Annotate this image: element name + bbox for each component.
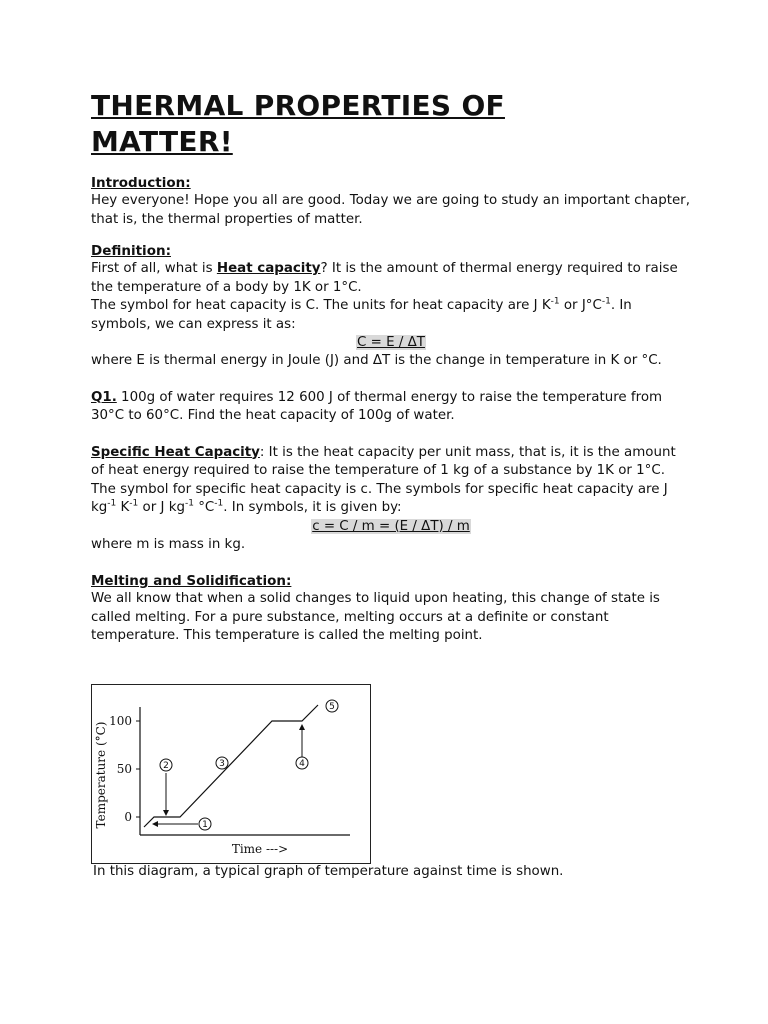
melting-heading: Melting and Solidification: bbox=[91, 573, 292, 589]
svg-text:2: 2 bbox=[163, 761, 169, 771]
heat-capacity-formula: C = E / ΔT bbox=[357, 335, 425, 350]
definition-paragraph-1: First of all, what is Heat capacity? It is the amount of thermal energy required to raise the temperature of a body by 1K or 1°C. bbox=[91, 261, 678, 295]
diagram-svg bbox=[92, 685, 370, 863]
temperature-time-diagram bbox=[91, 684, 371, 864]
document-body bbox=[91, 88, 691, 646]
specific-heat-paragraph-1: Specific Heat Capacity: It is the heat capacity per unit mass, that is, it is the amount of heat energy required to raise the temperature of 1 kg of a substance by 1K or 1°C. bbox=[91, 444, 676, 478]
marker-1 bbox=[199, 818, 211, 830]
definition-heading: Definition: bbox=[91, 243, 171, 259]
title-line-2: MATTER! bbox=[91, 125, 233, 158]
specific-heat-formula: c = C / m = (E / ΔT) / m bbox=[312, 518, 470, 534]
marker-5 bbox=[326, 700, 338, 712]
question-1: Q1. 100g of water requires 12 600 J of thermal energy to raise the temperature from 30°C to 60°C. Find the heat capacity of 100g of water. bbox=[91, 389, 663, 423]
introduction-text: Hey everyone! Hope you all are good. Today we are going to study an important chapter, that is, the thermal properties of matter. bbox=[91, 193, 690, 227]
svg-text:4: 4 bbox=[299, 759, 305, 769]
definition-paragraph-3: where E is thermal energy in Joule (J) and ΔT is the change in temperature in K or °C. bbox=[91, 353, 662, 368]
marker-2 bbox=[160, 759, 172, 771]
introduction-heading: Introduction: bbox=[91, 175, 191, 191]
svg-text:1: 1 bbox=[202, 820, 208, 830]
heat-capacity-term: Heat capacity bbox=[216, 261, 321, 276]
svg-text:5: 5 bbox=[329, 702, 335, 712]
question-label: Q1. bbox=[91, 389, 117, 405]
specific-heat-paragraph-3: where m is mass in kg. bbox=[91, 536, 246, 552]
definition-paragraph-2: The symbol for heat capacity is C. The units for heat capacity are J $K^{-1}$ or $J^\circ C^{-1}$. In symbols, we can express it as: bbox=[91, 296, 632, 332]
diagram-x-label: Time ---> bbox=[231, 842, 289, 856]
y-tick-label-100: 100 bbox=[109, 714, 132, 728]
marker-1-arrowhead bbox=[152, 821, 158, 827]
marker-3 bbox=[216, 757, 228, 769]
specific-heat-paragraph-2: The symbol for specific heat capacity is c. The symbols for specific heat capacity are J $kg^{-1}$ $K^{-1}$ or J $kg^{-1}$ $^\circ C^{-1}$. In symbols, it is given by: bbox=[91, 481, 668, 515]
y-tick-label-0: 0 bbox=[124, 810, 132, 824]
specific-heat-term: Specific Heat Capacity bbox=[91, 444, 260, 460]
title-line-1: THERMAL PROPERTIES OF bbox=[91, 89, 505, 122]
melting-text: We all know that when a solid changes to liquid upon heating, this change of state is called melting. For a pure substance, melting occurs at a definite or constant temperature. This temperature is called the melting point. bbox=[91, 591, 660, 643]
marker-4 bbox=[296, 757, 308, 769]
diagram-caption: In this diagram, a typical graph of temperature against time is shown. bbox=[93, 864, 564, 879]
marker-2-arrowhead bbox=[163, 810, 169, 816]
marker-4-arrowhead bbox=[299, 724, 305, 730]
document-title bbox=[91, 88, 691, 160]
diagram-y-label: Temperature (°C) bbox=[94, 721, 108, 829]
svg-text:3: 3 bbox=[219, 759, 225, 769]
y-tick-label-50: 50 bbox=[116, 762, 132, 776]
